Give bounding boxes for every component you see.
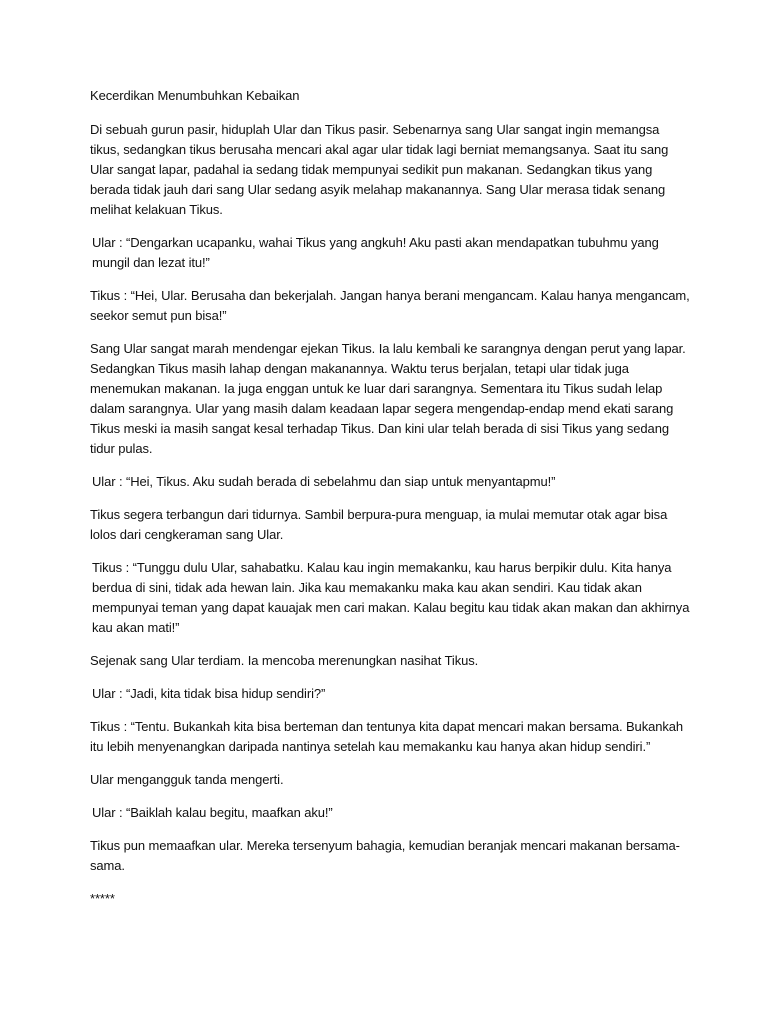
- dialogue-ular-1: Ular : “Dengarkan ucapanku, wahai Tikus yang angkuh! Aku pasti akan mendapatkan tubuhmu yang mungil dan lezat itu!”: [92, 235, 659, 270]
- dialogue-tikus-2: Tikus : “Tunggu dulu Ular, sahabatku. Kalau kau ingin memakanku, kau harus berpikir dulu. Kita hanya berdua di sini, tidak ada hewan lain. Jika kau memakanku maka kau akan sendiri. Kau tidak akan mempunyai teman yang dapat kauajak men cari makan. Kalau begitu kau tidak akan makan dan akhirnya kau akan mati!”: [92, 560, 690, 635]
- dialogue-ular-4: Ular : “Baiklah kalau begitu, maafkan aku!”: [92, 805, 333, 820]
- paragraph-narration-2: Sang Ular sangat marah mendengar ejekan Tikus. Ia lalu kembali ke sarangnya dengan perut yang lapar. Sedangkan Tikus masih lahap dengan makanannya. Waktu terus berjalan, tetapi ular tidak juga menemukan makanan. Ia juga enggan untuk ke luar dari sarangnya. Sementara itu Tikus sudah lelap dalam sarangnya. Ular yang masih dalam keadaan lapar segera mengendap-endap mend ekati sarang Tikus meski ia masih sangat kesal terhadap Tikus. Dan kini ular telah berada di sisi Tikus yang sedang tidur pulas.: [90, 341, 686, 456]
- end-separator: *****: [90, 891, 115, 906]
- dialogue-tikus-1: Tikus : “Hei, Ular. Berusaha dan bekerjalah. Jangan hanya berani mengancam. Kalau hanya mengancam, seekor semut pun bisa!”: [90, 288, 690, 323]
- paragraph-narration-3: Tikus segera terbangun dari tidurnya. Sambil berpura-pura menguap, ia mulai memutar otak agar bisa lolos dari cengkeraman sang Ular.: [90, 507, 668, 542]
- paragraph-ending: Tikus pun memaafkan ular. Mereka tersenyum bahagia, kemudian beranjak mencari makanan bersama-sama.: [90, 838, 680, 873]
- paragraph-narration-4: Sejenak sang Ular terdiam. Ia mencoba merenungkan nasihat Tikus.: [90, 653, 479, 668]
- paragraph-narration-5: Ular mengangguk tanda mengerti.: [90, 772, 284, 787]
- dialogue-ular-3: Ular : “Jadi, kita tidak bisa hidup sendiri?”: [92, 686, 326, 701]
- dialogue-tikus-3: Tikus : “Tentu. Bukankah kita bisa berteman dan tentunya kita dapat mencari makan bersama. Bukankah itu lebih menyenangkan daripada nantinya setelah kau memakanku kau hanya akan hidup sendiri.”: [90, 719, 684, 754]
- document-page: [90, 86, 690, 922]
- paragraph-intro: Di sebuah gurun pasir, hiduplah Ular dan Tikus pasir. Sebenarnya sang Ular sangat ingin memangsa tikus, sedangkan tikus berusaha mencari akal agar ular tidak lagi berniat memangsanya. Saat itu sang Ular sangat lapar, padahal ia sedang tidak mempunyai sedikit pun makanan. Sedangkan tikus yang berada tidak jauh dari sang Ular sedang asyik melahap makanannya. Sang Ular merasa tidak senang melihat kelakuan Tikus.: [90, 122, 669, 217]
- document-title: Kecerdikan Menumbuhkan Kebaikan: [90, 88, 300, 103]
- dialogue-ular-2: Ular : “Hei, Tikus. Aku sudah berada di sebelahmu dan siap untuk menyantapmu!”: [92, 474, 556, 489]
